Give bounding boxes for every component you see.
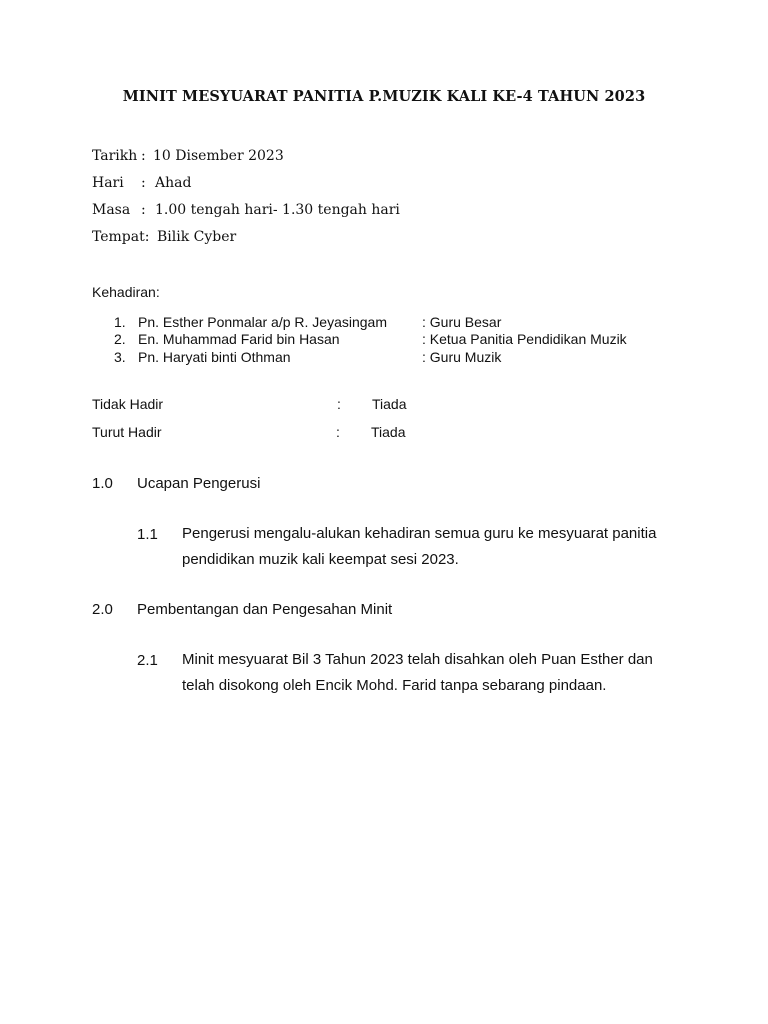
date-colon: : [141,148,146,164]
section-number: 2.0 [92,601,113,618]
item-number: 2.1 [137,652,158,669]
also-present-label: Turut Hadir [92,424,162,440]
time-colon: : [141,202,146,218]
day-colon: : [141,175,146,191]
item-number: 1.1 [137,526,158,543]
attendee-number: 2. [114,331,126,347]
section-title: Pembentangan dan Pengesahan Minit [137,601,393,618]
attendee-name: Pn. Esther Ponmalar a/p R. Jeyasingam [138,314,388,330]
absent-colon: : [337,396,341,412]
attendee-number: 1. [114,314,126,330]
attendee-role: : Guru Besar [422,314,502,330]
date-label: Tarikh [92,148,138,164]
section-number: 1.0 [92,475,113,492]
document-title: MINIT MESYUARAT PANITIA P.MUZIK KALI KE-4 TAHUN 2023 [122,88,646,105]
time-value: 1.00 tengah hari- 1.30 tengah hari [155,202,400,218]
attendee-number: 3. [114,349,126,365]
venue-label: Tempat: [92,229,150,245]
day-value: Ahad [155,175,192,191]
attendee-role: : Guru Muzik [422,349,502,365]
absent-value: Tiada [372,396,407,412]
day-label: Hari [92,175,124,191]
section-title: Ucapan Pengerusi [137,475,261,492]
time-label: Masa [92,202,131,218]
attendee-name: Pn. Haryati binti Othman [138,349,291,365]
date-value: 10 Disember 2023 [153,148,284,164]
venue-value: Bilik Cyber [157,229,237,245]
item-text: Minit mesyuarat Bil 3 Tahun 2023 telah disahkan oleh Puan Esther dan telah disokong oleh Encik Mohd. Farid tanpa sebarang pindaan. [182,651,653,694]
also-present-value: Tiada [371,424,406,440]
attendance-heading: Kehadiran: [92,284,160,300]
item-text: Pengerusi mengalu-alukan kehadiran semua guru ke mesyuarat panitia pendidikan muzik kali keempat sesi 2023. [182,525,657,568]
also-present-colon: : [336,424,340,440]
attendee-name: En. Muhammad Farid bin Hasan [138,331,340,347]
absent-label: Tidak Hadir [92,396,164,412]
attendee-role: : Ketua Panitia Pendidikan Muzik [422,331,627,347]
